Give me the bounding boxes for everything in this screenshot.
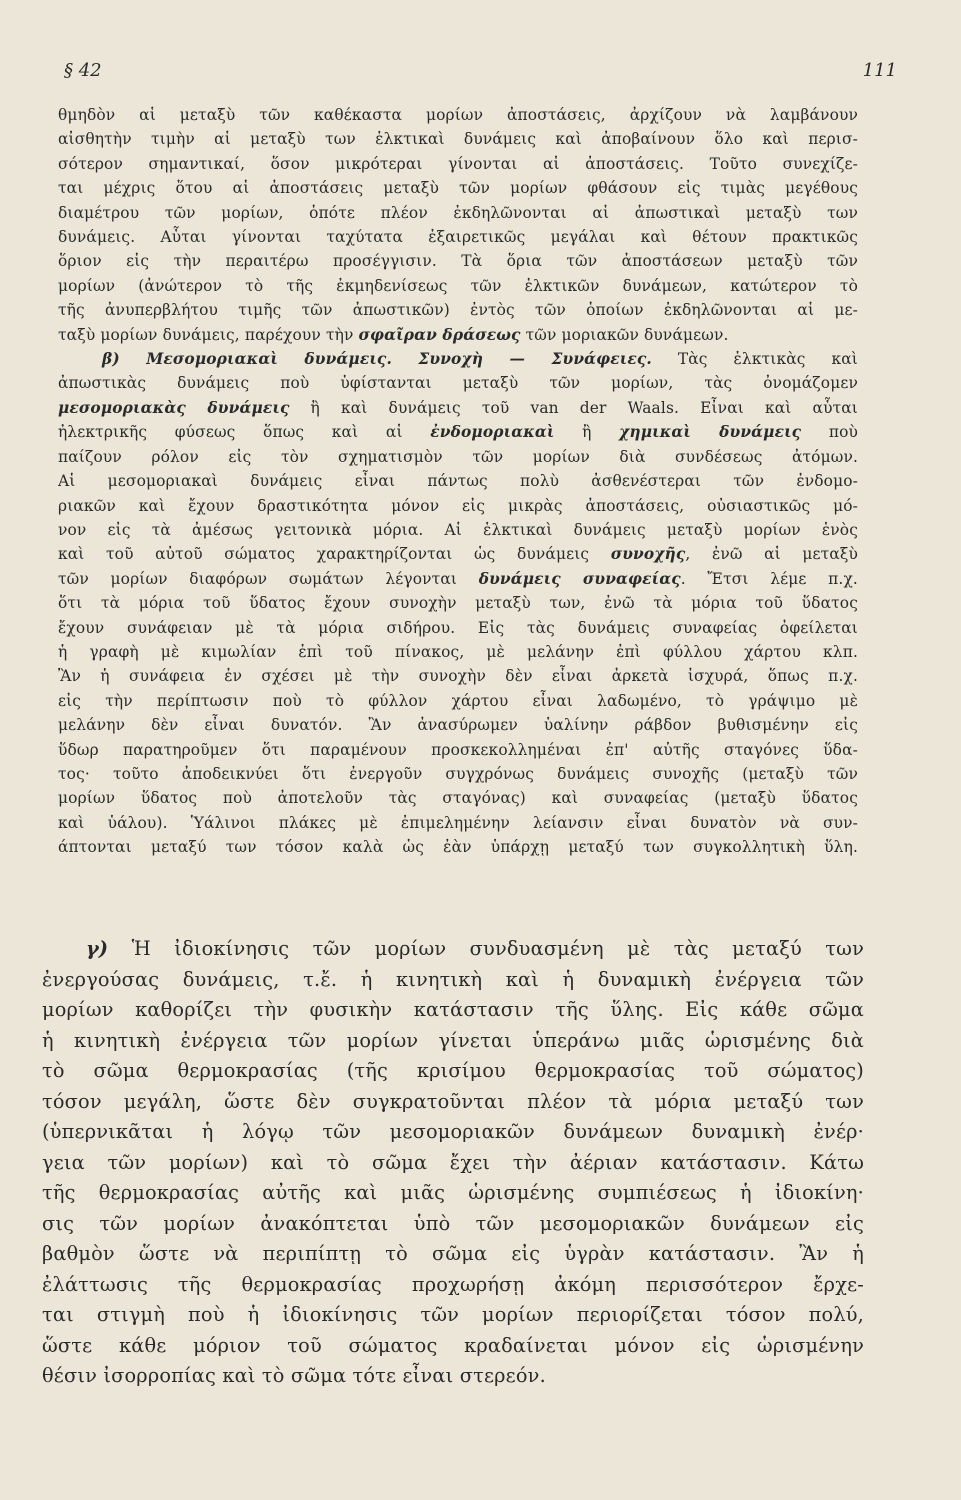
text-line <box>58 396 858 420</box>
text-line: δυνάμεις. Αὗται γίνονται ταχύτατα ἐξαιρετικῶς μεγάλαι καὶ θέτουν πρακτικῶς <box>58 228 858 247</box>
text-line: θέσιν ἰσορροπίας καὶ τὸ σῶμα τότε εἶναι στερεόν. <box>42 1364 546 1387</box>
text-line: μελάνην δὲν εἶναι δυνατόν. Ἂν ἀνασύρωμεν ὑαλίνην ράβδον βυθισμένην εἰς <box>58 716 858 735</box>
page-number: 111 <box>862 60 897 81</box>
text-run: Τὰς ἑλκτικὰς καὶ <box>651 350 858 369</box>
text-line: τῆς ἀνυπερβλήτου τιμῆς τῶν ἀπωστικῶν) ἐντὸς τῶν ὁποίων ἐκδηλῶνονται αἱ με- <box>58 301 858 320</box>
subsection-heading-line <box>58 347 858 371</box>
text-line: τὸ σῶμα θερμοκρασίας (τῆς κρισίμου θερμοκρασίας τοῦ σώματος) <box>42 1059 864 1082</box>
text-line: αἰσθητὴν τιμὴν αἱ μεταξὺ των ἑλκτικαὶ δυνάμεις καὶ ἀποβαίνουν ὅλο καὶ περισ- <box>58 130 858 149</box>
text-line: θμηδὸν αἱ μεταξὺ τῶν καθέκαστα μορίων ἀποστάσεις, ἀρχίζουν νὰ λαμβάνουν <box>58 106 858 124</box>
text-line <box>58 567 858 591</box>
text-line: ὅτι τὰ μόρια τοῦ ὕδατος ἔχουν συνοχὴν μεταξὺ των, ἐνῶ τὰ μόρια τοῦ ὕδατος <box>58 594 858 613</box>
text-line: ἔχουν συνάφειαν μὲ τὰ μόρια σιδήρου. Εἰς τὰς δυνάμεις συναφείας ὀφείλεται <box>58 618 858 637</box>
emphasis-cohesion: συνοχῆς <box>610 545 686 564</box>
emphasis-adhesion-forces: δυνάμεις συναφείας <box>478 569 681 588</box>
large-print-body <box>42 934 864 1392</box>
text-run: καὶ τοῦ αὐτοῦ σώματος χαρακτηρίζονται ὡς δυνάμεις <box>58 545 611 564</box>
text-run: . Ἔτσι λέμε π.χ. <box>680 569 858 588</box>
text-run: ἠλεκτρικῆς φύσεως ὅπως καὶ αἱ <box>58 423 431 442</box>
text-run: τῶν μορίων διαφόρων σωμάτων λέγονται <box>58 569 479 588</box>
emphasis-intramolecular: ἐνδομοριακαὶ <box>430 423 555 442</box>
text-line: διαμέτρου τῶν μορίων, ὁπότε πλέον ἐκδηλῶνονται αἱ ἀπωστικαὶ μεταξὺ των <box>58 203 858 222</box>
text-line: τόσον μεγάλη, ὥστε δὲν συγκρατοῦνται πλέον τὰ μόρια μεταξύ των <box>42 1089 864 1113</box>
emphasis-chemical-forces: χημικαὶ δυνάμεις <box>619 423 802 442</box>
text-line <box>58 542 858 566</box>
text-line: ται μέχρις ὅτου αἱ ἀποστάσεις μεταξὺ τῶν μορίων φθάσουν εἰς τιμὰς μεγέθους <box>58 179 858 198</box>
small-print-body <box>58 103 858 860</box>
emphasis-sphere-of-action: σφαῖραν δράσεως <box>358 325 521 344</box>
text-line: σις τῶν μορίων ἀνακόπτεται ὑπὸ τῶν μεσομοριακῶν δυνάμεων εἰς <box>42 1211 864 1235</box>
emphasis-intermolecular-forces: μεσομοριακὰς δυνάμεις <box>58 398 290 417</box>
text-run: ἢ <box>554 423 620 442</box>
text-run: Ἡ ἰδιοκίνησις τῶν μορίων συνδυασμένη μὲ τὰς μεταξύ των <box>108 937 864 960</box>
text-line: ἐλάττωσις τῆς θερμοκρασίας προχωρήσῃ ἀκόμη περισσότερον ἔρχε- <box>42 1272 864 1296</box>
text-line: τος· τοῦτο ἀποδεικνύει ὅτι ἐνεργοῦν συγχρόνως δυνάμεις συνοχῆς (μεταξὺ τῶν <box>58 764 858 783</box>
text-run: ἢ καὶ δυνάμεις τοῦ van der Waals. Εἶναι καὶ αὗται <box>289 398 858 417</box>
text-line: ὕδωρ παρατηροῦμεν ὅτι παραμένουν προσκεκολλημέναι ἐπ' αὐτῆς σταγόνες ὕδα- <box>58 740 858 759</box>
text-line: βαθμὸν ὥστε νὰ περιπίπτῃ τὸ σῶμα εἰς ὑγρὰν κατάστασιν. Ἂν ἡ <box>42 1242 864 1265</box>
text-line: ἐνεργούσας δυνάμεις, τ.ἔ. ἡ κινητικὴ καὶ ἡ δυναμικὴ ἐνέργεια τῶν <box>42 967 864 991</box>
text-line: ται στιγμὴ ποὺ ἡ ἰδιοκίνησις τῶν μορίων περιορίζεται τόσον πολύ, <box>42 1303 864 1326</box>
text-line: μορίων ὕδατος ποὺ ἀποτελοῦν τὰς σταγόνας) καὶ συναφείας (μεταξὺ ὕδατος <box>58 789 858 808</box>
text-run: ποὺ <box>801 423 858 442</box>
text-line: ἡ γραφὴ μὲ κιμωλίαν ἐπὶ τοῦ πίνακος, μὲ μελάνην ἐπὶ φύλλου χάρτου κλπ. <box>58 642 858 661</box>
text-line: Αἱ μεσομοριακαὶ δυνάμεις εἶναι πάντως πολὺ ἀσθενέστεραι τῶν ἐνδομο- <box>58 472 858 491</box>
text-line: γεια τῶν μορίων) καὶ τὸ σῶμα ἔχει τὴν ἀέριαν κατάστασιν. Κάτω <box>42 1150 864 1174</box>
text-line <box>58 323 858 347</box>
text-run: , ἐνῶ αἱ μεταξὺ <box>685 545 858 564</box>
text-line: εἰς τὴν περίπτωσιν ποὺ τὸ φύλλον χάρτου εἶναι λαδωμένο, τὸ γράψιμο μὲ <box>58 691 858 710</box>
text-line: νον εἰς τὰ ἀμέσως γειτονικὰ μόρια. Αἱ ἑλκτικαὶ δυνάμεις μεταξὺ μορίων ἑνὸς <box>58 520 858 539</box>
text-line <box>58 420 858 444</box>
text-line: τῆς θερμοκρασίας αὐτῆς καὶ μιᾶς ὡρισμένης συμπιέσεως ἡ ἰδιοκίνη· <box>42 1181 864 1204</box>
text-line: παίζουν ρόλον εἰς τὸν σχηματισμὸν τῶν μορίων διὰ συνδέσεως ἀτόμων. <box>58 447 858 466</box>
text-line: μορίων (ἀνώτερον τὸ τῆς ἐκμηδενίσεως τῶν ἑλκτικῶν δυνάμεων, κατώτερον τὸ <box>58 276 858 295</box>
text-line: σότερον σημαντικαί, ὅσον μικρότεραι γίνονται αἱ ἀποστάσεις. Τοῦτο συνεχίζε- <box>58 154 858 173</box>
subsection-heading-b: β) Μεσομοριακαὶ δυνάμεις. Συνοχὴ — Συνάφειες. <box>102 350 652 369</box>
text-line: ἀπωστικὰς δυνάμεις ποὺ ὑφίστανται μεταξὺ τῶν μορίων, τὰς ὀνομάζομεν <box>58 374 858 393</box>
subsection-heading-line <box>42 934 864 965</box>
section-number: § 42 <box>64 60 102 81</box>
text-line: (ὑπερνικᾶται ἡ λόγῳ τῶν μεσομοριακῶν δυνάμεων δυναμικὴ ἐνέρ· <box>42 1120 864 1143</box>
text-line: ὅριον εἰς τὴν περαιτέρω προσέγγισιν. Τὰ ὅρια τῶν ἀποστάσεων μεταξὺ τῶν <box>58 252 858 271</box>
text-line: Ἂν ἡ συνάφεια ἐν σχέσει μὲ τὴν συνοχὴν δὲν εἶναι ἀρκετὰ ἰσχυρά, ὅπως π.χ. <box>58 667 858 686</box>
text-line: ἡ κινητικὴ ἐνέργεια τῶν μορίων γίνεται ὑπεράνω μιᾶς ὡρισμένης διὰ <box>42 1028 864 1052</box>
text-line: ριακῶν καὶ ἔχουν δραστικότητα μόνον εἰς μικρὰς ἀποστάσεις, οὐσιαστικῶς μό- <box>58 496 858 515</box>
subsection-label-c: γ) <box>86 937 109 960</box>
text-line: άπτονται μεταξύ των τόσον καλὰ ὡς ἐὰν ὑπάρχῃ μεταξύ των συγκολλητικὴ ὕλη. <box>58 838 858 857</box>
text-run: τῶν μοριακῶν δυνάμεων. <box>520 325 729 344</box>
text-run: ταξὺ μορίων δυνάμεις, παρέχουν τὴν <box>58 325 359 344</box>
text-line: καὶ ὑάλου). Ὑάλινοι πλάκες μὲ ἐπιμελημένην λείανσιν εἶναι δυνατὸν νὰ συν- <box>58 813 858 832</box>
text-line: ὥστε κάθε μόριον τοῦ σώματος κραδαίνεται μόνον εἰς ὡρισμένην <box>42 1333 864 1357</box>
text-line: μορίων καθορίζει τὴν φυσικὴν κατάστασιν τῆς ὕλης. Εἰς κάθε σῶμα <box>42 998 864 1021</box>
page-header <box>64 60 897 90</box>
